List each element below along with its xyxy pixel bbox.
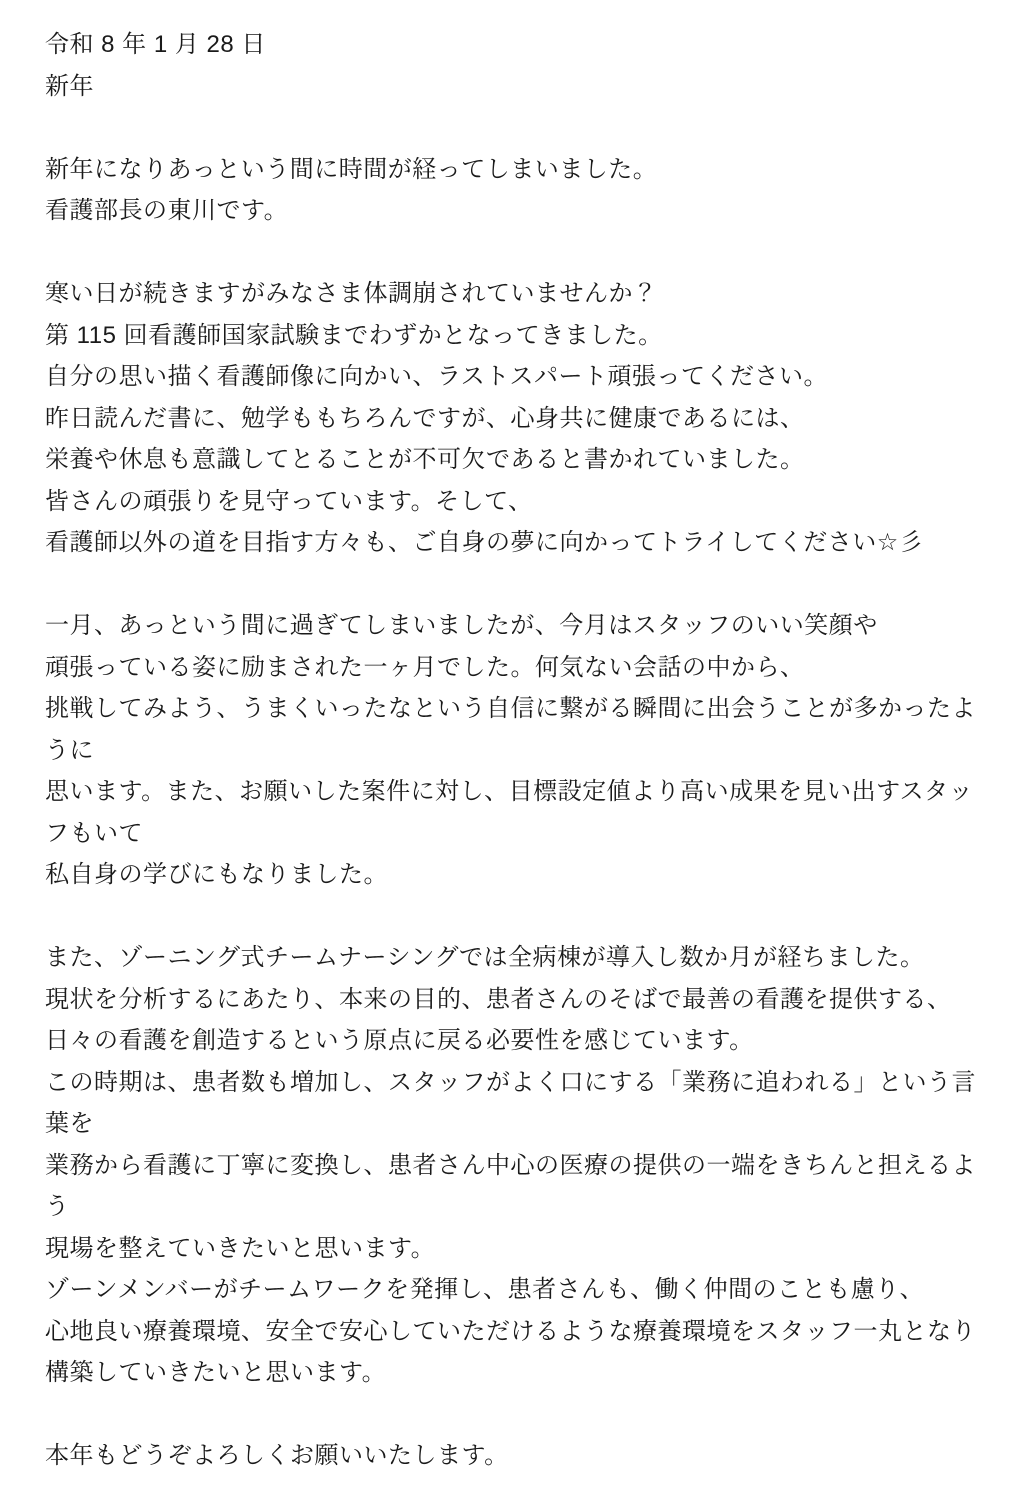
text-line: この時期は、患者数も増加し、スタッフがよく口にする「業務に追われる」という言葉を	[45, 1068, 976, 1137]
text-line: ゾーンメンバーがチームワークを発揮し、患者さんも、働く仲間のことも慮り、	[45, 1276, 925, 1303]
text-line: 第 115 回看護師国家試験までわずかとなってきました。	[45, 321, 663, 349]
text-line: 看護部長の東川です。	[45, 197, 289, 224]
text-line: また、ゾーニング式チームナーシングでは全病棟が導入し数か月が経ちました。	[45, 944, 925, 971]
paragraph	[45, 273, 988, 564]
text-line: 現状を分析するにあたり、本来の目的、患者さんのそばで最善の看護を提供する、	[45, 985, 952, 1013]
paragraph	[45, 149, 988, 232]
text-line: 業務から看護に丁寧に変換し、患者さん中心の医療の提供の一端をきちんと担えるよう	[45, 1151, 976, 1220]
letter-body	[45, 24, 988, 1477]
text-line: 新年	[45, 72, 94, 100]
text-line: 頑張っている姿に励まされた一ヶ月でした。何気ない会話の中から、	[45, 653, 805, 681]
text-line: 心地良い療養環境、安全で安心していただけるような療養環境をスタッフ一丸となり	[45, 1317, 976, 1345]
text-line: 挑戦してみよう、うまくいったなという自信に繋がる瞬間に出会うことが多かったように	[45, 695, 976, 764]
text-line: 看護師以外の道を目指す方々も、ご自身の夢に向かってトライしてください☆彡	[45, 529, 924, 556]
paragraph	[45, 24, 988, 107]
text-line: 栄養や休息も意識してとることが不可欠であると書かれていました。	[45, 446, 805, 473]
text-line: 本年もどうぞよろしくお願いいたします。	[45, 1442, 509, 1469]
text-line: 令和 8 年 1 月 28 日	[45, 31, 266, 58]
text-line: 私自身の学びにもなりました。	[45, 861, 388, 888]
paragraph	[45, 605, 988, 896]
text-line: 構築していきたいと思います。	[45, 1359, 387, 1386]
text-line: 思います。また、お願いした案件に対し、目標設定値より高い成果を見い出すスタッフもいて	[45, 778, 974, 847]
text-line: 新年になりあっという間に時間が経ってしまいました。	[45, 155, 658, 183]
text-line: 皆さんの頑張りを見守っています。そして、	[45, 487, 533, 515]
text-line: 日々の看護を創造するという原点に戻る必要性を感じています。	[45, 1027, 754, 1054]
paragraph	[45, 937, 988, 1394]
text-line: 寒い日が続きますがみなさま体調崩されていませんか？	[45, 280, 658, 307]
paragraph	[45, 1435, 988, 1477]
text-line: 昨日読んだ書に、勉学ももちろんですが、心身共に健康であるには、	[45, 404, 805, 432]
text-line: 一月、あっという間に過ぎてしまいましたが、今月はスタッフのいい笑顔や	[45, 612, 878, 639]
text-line: 現場を整えていきたいと思います。	[45, 1234, 436, 1262]
text-line: 自分の思い描く看護師像に向かい、ラストスパート頑張ってください。	[45, 363, 829, 390]
